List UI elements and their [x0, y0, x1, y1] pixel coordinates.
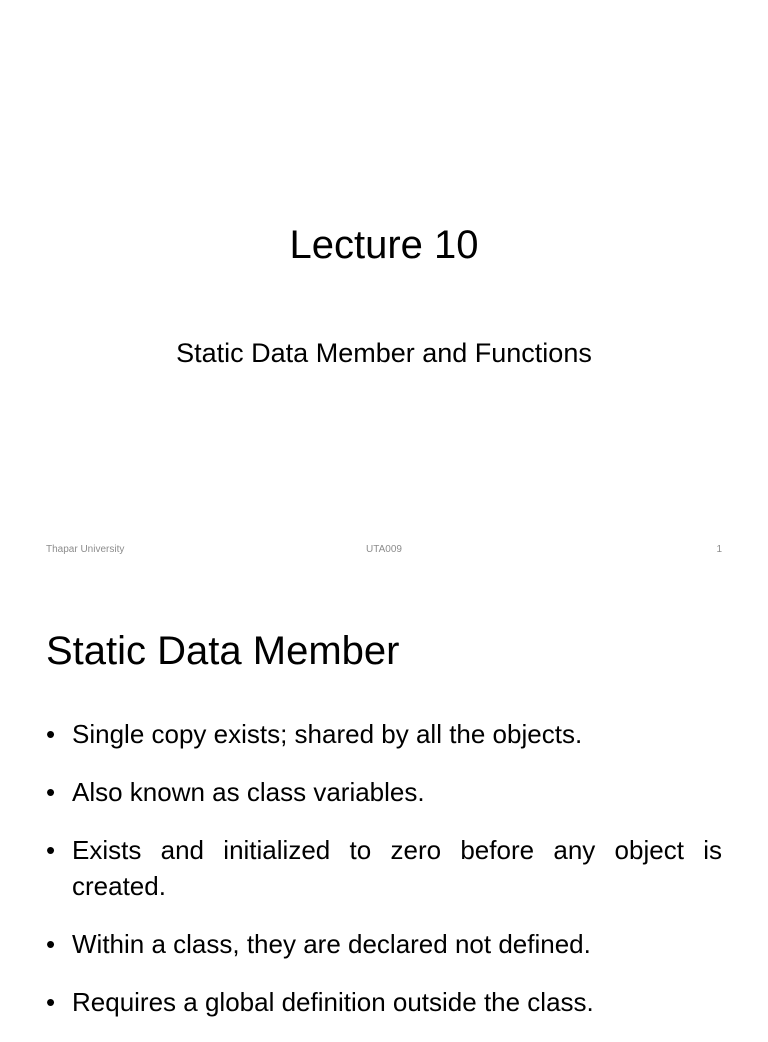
bullet-icon: • — [46, 835, 56, 865]
lecture-subtitle: Static Data Member and Functions — [176, 338, 592, 368]
bullet-icon: • — [46, 719, 56, 749]
footer-page-number: 1 — [716, 544, 722, 555]
lecture-title: Lecture 10 — [289, 223, 479, 267]
bullet-text: Requires a global definition outside the class. — [72, 987, 594, 1017]
bullet-text: Within a class, they are declared not defined. — [72, 929, 591, 959]
bullet-icon: • — [46, 987, 56, 1017]
bullet-icon: • — [46, 777, 56, 807]
slide-title: Static Data Member — [46, 629, 400, 673]
bullet-item — [46, 926, 722, 962]
content-slide — [0, 576, 768, 1024]
bullet-text: Single copy exists; shared by all the objects. — [72, 719, 583, 749]
footer-course-code: UTA009 — [366, 544, 402, 555]
bullet-item — [46, 716, 722, 752]
bullet-text: Also known as class variables. — [72, 777, 425, 807]
bullet-item — [46, 832, 722, 904]
footer-institution: Thapar University — [46, 544, 125, 555]
bullet-item — [46, 984, 722, 1020]
bullet-item — [46, 774, 722, 810]
bullet-icon: • — [46, 929, 56, 959]
bullet-text: Exists and initialized to zero before any object is created. — [72, 835, 722, 901]
bullet-list — [46, 716, 722, 1042]
